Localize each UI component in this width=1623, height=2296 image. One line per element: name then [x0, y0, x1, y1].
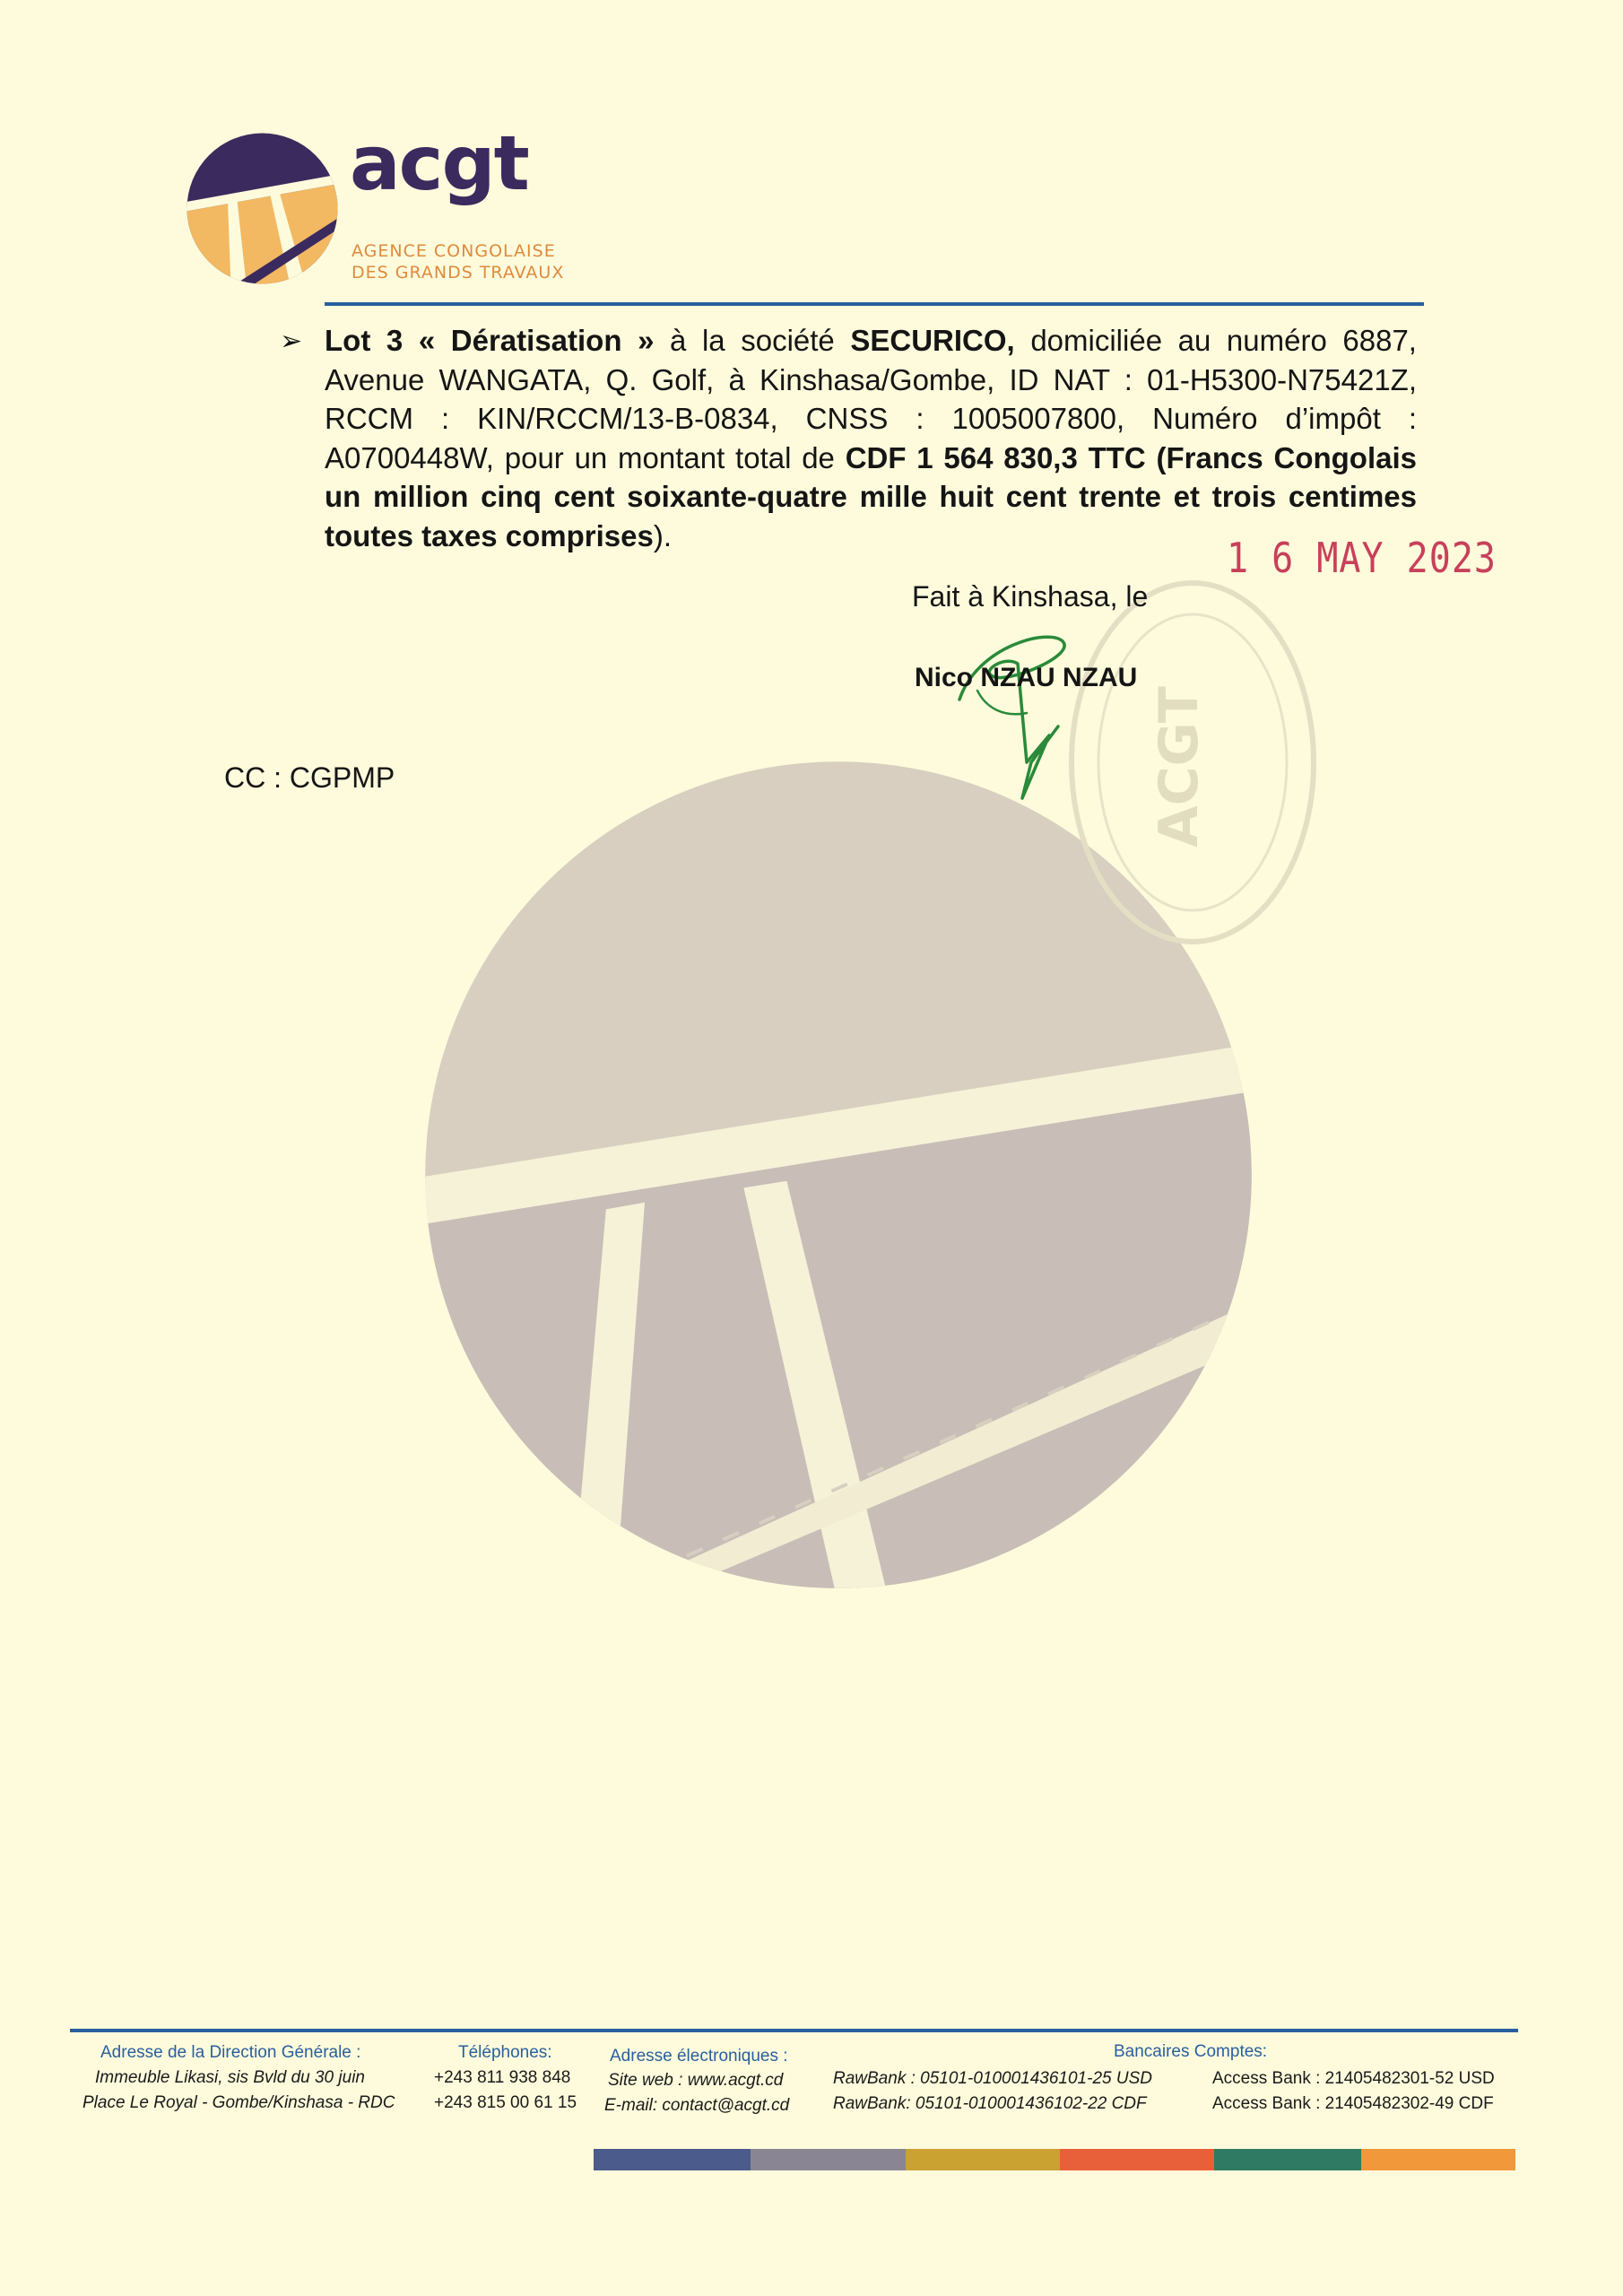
footer-color-stripe: [906, 2149, 1060, 2170]
footer-phone-2: +243 815 00 61 15: [434, 2093, 577, 2112]
lot-label: Lot 3: [325, 324, 404, 357]
footer-color-stripe: [751, 2149, 906, 2170]
header-rule: [325, 302, 1424, 306]
logo-wordmark: acgt: [350, 119, 528, 207]
svg-text:ACGT: ACGT: [1148, 686, 1211, 848]
handwritten-signature: [942, 628, 1103, 816]
footer-phone-heading: Téléphones:: [458, 2043, 552, 2062]
amount-in-words: Francs Congolais un million cinq cent soixante-quatre mille huit cent trente et trois centimes toutes taxes comprises: [325, 440, 1417, 552]
footer-address-line2: Place Le Royal - Gombe/Kinshasa - RDC: [82, 2093, 395, 2112]
logo-subtitle: AGENCE CONGOLAISE DES GRANDS TRAVAUX: [352, 241, 565, 283]
footer-rule: [70, 2029, 1518, 2032]
footer-color-stripe: [594, 2149, 751, 2170]
date-stamp: 1 6 MAY 2023: [1227, 535, 1497, 583]
cc-line: CC : CGPMP: [224, 761, 395, 794]
company-name: SECURICO,: [850, 324, 1015, 357]
footer-email-heading: Adresse électroniques :: [610, 2047, 788, 2066]
signatory-name: Nico NZAU NZAU: [915, 663, 1138, 692]
place-date-line: Fait à Kinshasa, le: [912, 580, 1149, 613]
footer-website[interactable]: Site web : www.acgt.cd: [608, 2071, 784, 2090]
bullet-arrow-icon: ➢: [280, 326, 303, 356]
lot-paragraph: Lot 3 « Dératisation » à la société SECURICO, domiciliée au numéro 6887, Avenue WANGATA, Q. Golf, à Kinshasa/Gombe, ID NAT : 01-H5300-N75421Z, RCCM : KIN/RCCM/13-B-0834, CNSS : 1005007800, Numéro d’impôt : A0700448W, pour un montant total de CDF 1 564 830,3 TTC (Francs Congolais un million cinq cent soixante-quatre mille huit cent trente et trois centimes toutes taxes comprises).: [325, 324, 1417, 552]
acgt-logo-mark-icon: [184, 130, 341, 287]
footer-color-stripe: [1214, 2149, 1361, 2170]
footer-accessbank-usd: Access Bank : 21405482301-52 USD: [1212, 2069, 1495, 2088]
footer-accessbank-cdf: Access Bank : 21405482302-49 CDF: [1212, 2094, 1494, 2113]
total-amount: CDF 1 564 830,3 TTC: [845, 440, 1146, 474]
footer-rawbank-cdf: RawBank: 05101-010001436102-22 CDF: [833, 2094, 1147, 2113]
footer-phone-1: +243 811 938 848: [434, 2068, 571, 2087]
footer-email[interactable]: E-mail: contact@acgt.cd: [604, 2096, 790, 2115]
footer-color-stripe: [1361, 2149, 1515, 2170]
footer-address-line1: Immeuble Likasi, sis Bvld du 30 juin: [95, 2068, 365, 2087]
footer-address-heading: Adresse de la Direction Générale :: [100, 2043, 361, 2062]
footer-bank-heading: Bancaires Comptes:: [1114, 2042, 1268, 2061]
footer-color-stripe: [1060, 2149, 1214, 2170]
lot-name: « Dératisation »: [418, 324, 655, 357]
footer-rawbank-usd: RawBank : 05101-010001436101-25 USD: [833, 2069, 1152, 2088]
